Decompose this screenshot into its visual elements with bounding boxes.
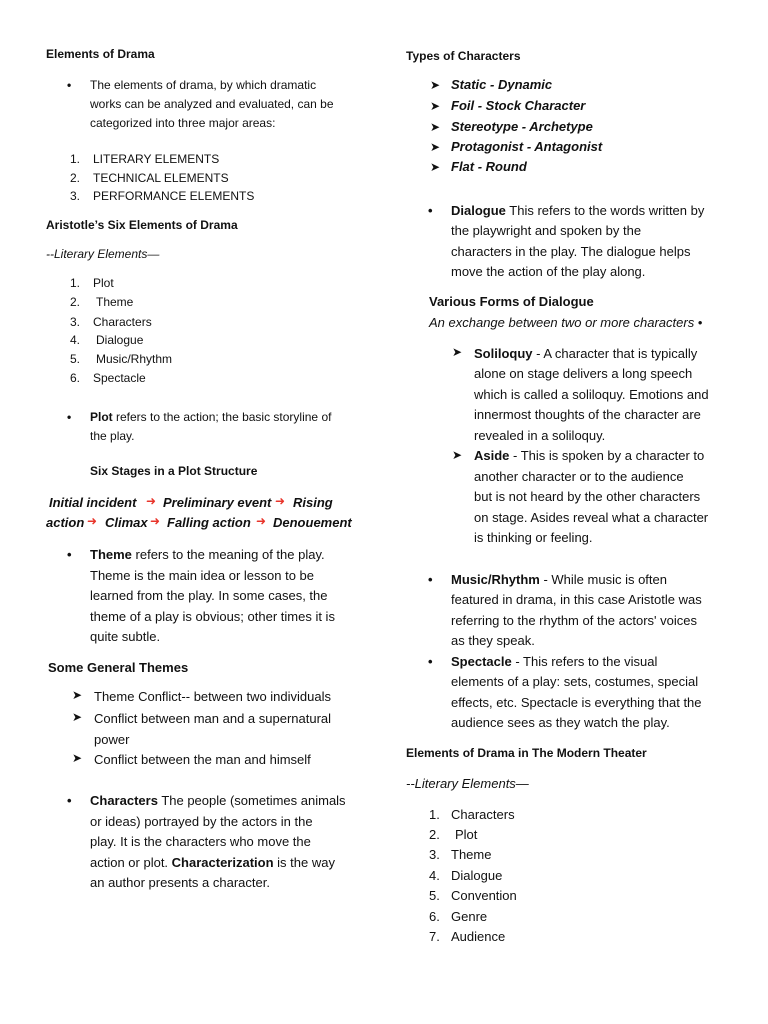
arrowhead-bullet-icon: ➤ [72, 710, 83, 724]
list-item: Dialogue [451, 868, 503, 883]
spectacle-line: effects, etc. Spectacle is everything that the [451, 695, 702, 710]
dialogue-line: the playwright and spoken by the [451, 223, 642, 238]
stage-climax: Climax [105, 515, 148, 530]
list-number: 4. [70, 333, 81, 347]
list-number: 5. [70, 352, 81, 366]
theme-line [90, 545, 325, 566]
aside-line: another character or to the audience [474, 469, 684, 484]
soliloquy-term: Soliloquy [474, 346, 533, 361]
soliloquy-line: alone on stage delivers a long speech [474, 366, 693, 381]
theme-line: quite subtle. [90, 629, 161, 644]
list-item: Static - Dynamic [451, 77, 553, 92]
soliloquy-line: innermost thoughts of the character are [474, 407, 701, 422]
intro-line: works can be analyzed and evaluated, can be [90, 97, 334, 111]
list-item: Convention [451, 888, 517, 903]
list-item: Characters [451, 807, 515, 822]
list-item: Audience [451, 929, 506, 944]
aside-text: - This is spoken by a character to [509, 448, 705, 463]
forms-subtitle-text: An exchange between two or more characters [429, 315, 695, 330]
stage-initial-incident: Initial incident [49, 495, 137, 510]
stage-rising: Rising [293, 495, 333, 510]
aside-term: Aside [474, 448, 510, 463]
aside-line: is thinking or feeling. [474, 530, 593, 545]
arrow-right-icon: ➜ [275, 494, 286, 508]
list-item: Conflict between the man and himself [94, 752, 311, 767]
dialogue-term: Dialogue [451, 203, 506, 218]
heading-forms-of-dialogue: Various Forms of Dialogue [429, 294, 594, 309]
list-item: Stereotype - Archetype [451, 119, 593, 134]
characterization-term: Characterization [171, 855, 274, 870]
list-item: PERFORMANCE ELEMENTS [93, 189, 255, 203]
heading-six-stages: Six Stages in a Plot Structure [90, 464, 258, 478]
list-number: 3. [70, 315, 81, 329]
list-number: 5. [429, 888, 440, 903]
characters-text: action or plot. [90, 855, 172, 870]
stage-denouement: Denouement [273, 515, 352, 530]
arrowhead-bullet-icon: ➤ [72, 688, 83, 702]
spectacle-term: Spectacle [451, 654, 512, 669]
spectacle-line [451, 652, 657, 673]
characters-line [90, 853, 335, 874]
arrow-right-icon: ➜ [150, 514, 161, 528]
arrowhead-bullet-icon: ➤ [430, 160, 441, 174]
stage-preliminary-event: Preliminary event [163, 495, 272, 510]
soliloquy-text: - A character that is typically [532, 346, 698, 361]
list-item: Plot [455, 827, 478, 842]
list-item: Music/Rhythm [96, 352, 173, 366]
plot-text: refers to the action; the basic storyline of [112, 410, 332, 424]
music-text: - While music is often [539, 572, 667, 587]
characters-line [90, 791, 346, 812]
list-item: Plot [93, 276, 114, 290]
list-number: 1. [429, 807, 440, 822]
arrow-right-icon: ➜ [256, 514, 267, 528]
list-number: 4. [429, 868, 440, 883]
list-item: Protagonist - Antagonist [451, 139, 603, 154]
plot-line: the play. [90, 429, 135, 443]
arrowhead-bullet-icon: ➤ [430, 140, 441, 154]
theme-text: refers to the meaning of the play. [131, 547, 325, 562]
arrowhead-bullet-icon: ➤ [430, 78, 441, 92]
stage-falling-action: Falling action [167, 515, 251, 530]
list-number: 7. [429, 929, 440, 944]
list-number: 1. [70, 276, 81, 290]
heading-aristotle: Aristotle’s Six Elements of Drama [46, 218, 238, 232]
arrowhead-bullet-icon: ➤ [72, 751, 83, 765]
aside-line [474, 446, 704, 467]
theme-line: learned from the play. In some cases, the [90, 588, 328, 603]
arrowhead-bullet-icon: ➤ [430, 99, 441, 113]
list-number: 6. [70, 371, 81, 385]
theme-term: Theme [90, 547, 132, 562]
forms-subtitle-bullet: • [697, 315, 703, 330]
plot-line [90, 407, 331, 428]
arrowhead-bullet-icon: ➤ [452, 448, 463, 462]
list-item: Genre [451, 909, 488, 924]
aside-line: on stage. Asides reveal what a character [474, 510, 709, 525]
list-number: 3. [70, 189, 81, 203]
heading-types-of-characters: Types of Characters [406, 49, 521, 63]
dialogue-line [451, 201, 704, 222]
characters-line: play. It is the characters who move the [90, 834, 311, 849]
heading-general-themes: Some General Themes [48, 660, 189, 675]
characters-term: Characters [90, 793, 158, 808]
list-number: 3. [429, 847, 440, 862]
list-number: 2. [70, 171, 81, 185]
music-term: Music/Rhythm [451, 572, 540, 587]
intro-line: categorized into three major areas: [90, 116, 276, 130]
arrowhead-bullet-icon: ➤ [430, 120, 441, 134]
stage-action: action [46, 515, 85, 530]
list-number: 2. [429, 827, 440, 842]
list-item: Conflict between man and a supernatural [94, 711, 332, 726]
characters-line: an author presents a character. [90, 875, 270, 890]
forms-subtitle [429, 315, 702, 330]
heading-modern-theater: Elements of Drama in The Modern Theater [406, 746, 647, 760]
list-number: 1. [70, 152, 81, 166]
soliloquy-line: which is called a soliloquy. Emotions and [474, 387, 709, 402]
spectacle-line: audience sees as they watch the play. [451, 715, 670, 730]
music-line: featured in drama, in this case Aristotle was [451, 592, 702, 607]
music-line [451, 570, 667, 591]
literary-elements-sub: --Literary Elements— [46, 247, 160, 261]
list-item: Characters [93, 315, 152, 329]
characters-text: The people (sometimes animals [157, 793, 346, 808]
list-item: Theme [96, 295, 134, 309]
intro-line: • The elements of drama, by which dramatic [90, 75, 316, 96]
aside-line: but is not heard by the other characters [474, 489, 701, 504]
dialogue-text: This refers to the words written by [505, 203, 705, 218]
theme-line: theme of a play is obvious; other times it is [90, 609, 335, 624]
characters-line: or ideas) portrayed by the actors in the [90, 814, 313, 829]
soliloquy-line [474, 344, 697, 365]
spectacle-text: - This refers to the visual [511, 654, 658, 669]
dialogue-line: move the action of the play along. [451, 264, 646, 279]
list-item: Flat - Round [451, 159, 527, 174]
music-line: as they speak. [451, 633, 535, 648]
heading-elements-of-drama: Elements of Drama [46, 47, 155, 61]
soliloquy-line: revealed in a soliloquy. [474, 428, 606, 443]
theme-line: Theme is the main idea or lesson to be [90, 568, 315, 583]
plot-term: Plot [90, 410, 113, 424]
spectacle-line: elements of a play: sets, costumes, special [451, 674, 699, 689]
characters-text: is the way [273, 855, 335, 870]
dialogue-line: characters in the play. The dialogue helps [451, 244, 691, 259]
list-number: 2. [70, 295, 81, 309]
arrow-right-icon: ➜ [87, 514, 98, 528]
list-item: Spectacle [93, 371, 146, 385]
list-item: power [94, 732, 130, 747]
arrowhead-bullet-icon: ➤ [452, 345, 463, 359]
music-line: referring to the rhythm of the actors' voices [451, 613, 697, 628]
list-number: 6. [429, 909, 440, 924]
modern-literary-sub: --Literary Elements— [406, 776, 529, 791]
list-item: Foil - Stock Character [451, 98, 586, 113]
arrow-right-icon: ➜ [146, 494, 157, 508]
list-item: Theme Conflict-- between two individuals [94, 689, 331, 704]
list-item: Theme [451, 847, 492, 862]
list-item: LITERARY ELEMENTS [93, 152, 220, 166]
list-item: TECHNICAL ELEMENTS [93, 171, 229, 185]
list-item: Dialogue [96, 333, 144, 347]
